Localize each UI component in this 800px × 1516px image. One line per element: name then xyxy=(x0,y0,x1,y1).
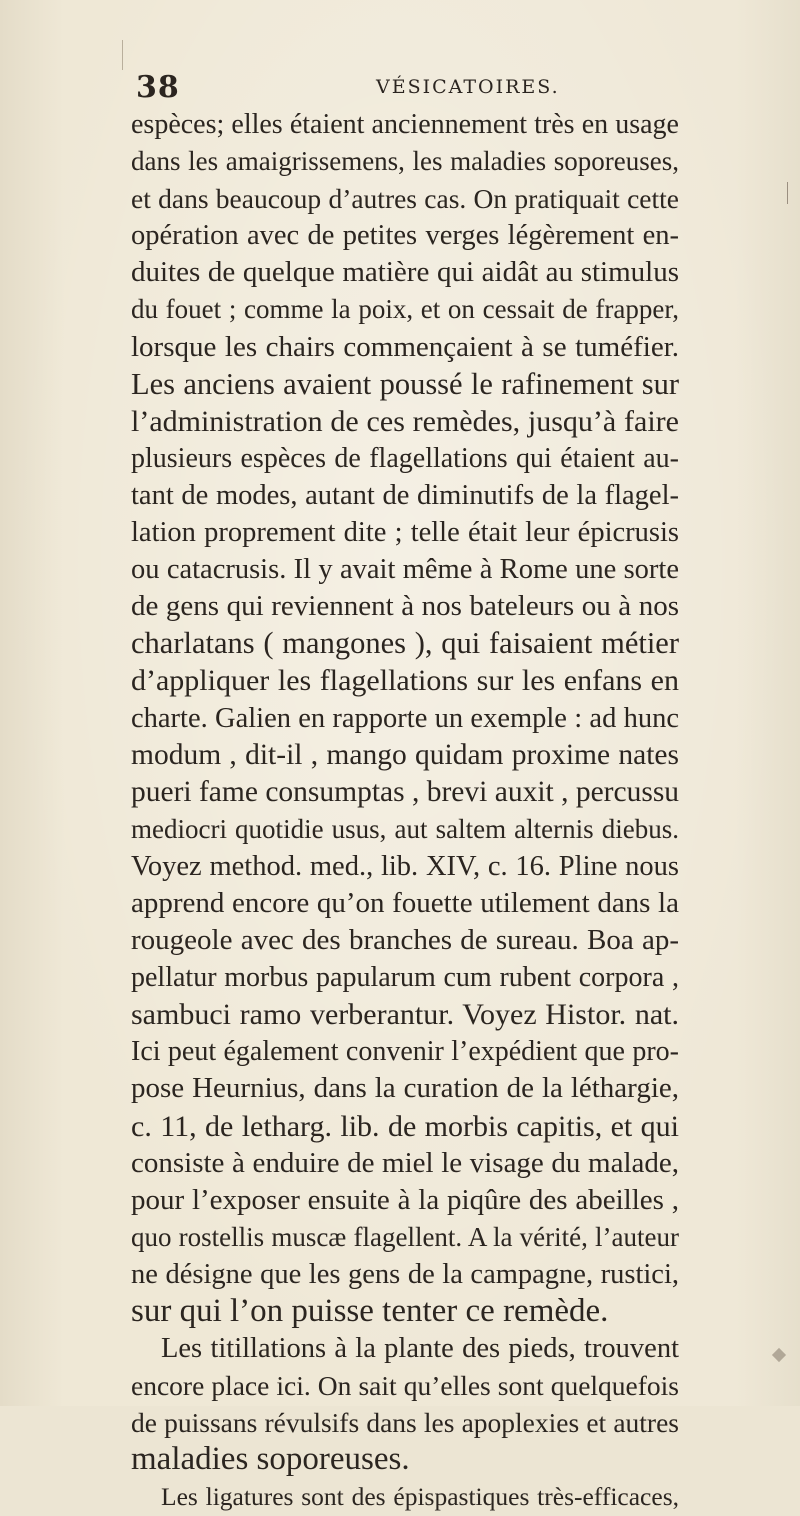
text-line: c. 11, de letharg. lib. de morbis capitis, et qui xyxy=(131,1109,679,1143)
text-line: d’appliquer les flagellations sur les enfans en xyxy=(131,664,679,698)
text-line: modum , dit-il , mango quidam proxime nates xyxy=(131,738,679,771)
text-line: mediocri quotidie usus, aut saltem alternis diebus. xyxy=(131,813,679,844)
page-header xyxy=(136,70,676,104)
margin-mark xyxy=(787,182,788,204)
text-line: encore place ici. On sait qu’elles sont quelquefois xyxy=(131,1370,679,1402)
ink-blot xyxy=(772,1348,786,1362)
text-line: tant de modes, autant de diminutifs de la flagel- xyxy=(131,479,679,511)
text-line: pose Heurnius, dans la curation de la léthargie, xyxy=(131,1072,679,1105)
text-line: pellatur morbus papularum cum rubent corpora , xyxy=(131,962,679,994)
page-edge-mark xyxy=(122,40,123,70)
text-line: ou catacrusis. Il y avait même à Rome une sorte xyxy=(131,554,679,586)
text-line: lation proprement dite ; telle était leur épicrusis xyxy=(131,517,679,549)
page-number: 38 xyxy=(136,70,180,105)
text-line: charte. Galien en rapporte un exemple : ad hunc xyxy=(131,702,679,734)
text-line: espèces; elles étaient anciennement très en usage xyxy=(131,109,679,140)
text-line: lorsque les chairs commençaient à se tuméfier. xyxy=(131,330,679,363)
text-line: ne désigne que les gens de la campagne, rustici, xyxy=(131,1258,679,1290)
text-line: opération avec de petites verges légèrement en- xyxy=(131,220,679,252)
text-line: de puissans révulsifs dans les apoplexies et autres xyxy=(131,1407,679,1439)
body-text xyxy=(131,106,679,1516)
text-line: du fouet ; comme la poix, et on cessait de frapper, xyxy=(131,294,679,325)
text-line: Les titillations à la plante des pieds, trouvent xyxy=(161,1333,679,1365)
text-line: Les anciens avaient poussé le rafinement sur xyxy=(131,366,679,401)
text-line: apprend encore qu’on fouette utilement dans la xyxy=(131,886,679,919)
text-line: et dans beaucoup d’autres cas. On pratiquait cette xyxy=(131,183,679,215)
text-line: maladies soporeuses. xyxy=(131,1441,410,1478)
text-line: rougeole avec des branches de sureau. Boa ap- xyxy=(131,924,679,957)
text-line: Voyez method. med., lib. XIV, c. 16. Pline nous xyxy=(131,850,679,882)
text-line: quo rostellis muscæ flagellent. A la vérité, l’auteur xyxy=(131,1221,679,1252)
text-line: pour l’exposer ensuite à la piqûre des abeilles , xyxy=(131,1183,679,1216)
text-line: Ici peut également convenir l’expédient que pro- xyxy=(131,1036,679,1068)
text-line: pueri fame consumptas , brevi auxit , percussu xyxy=(131,775,680,808)
text-line: sambuci ramo verberantur. Voyez Histor. nat. xyxy=(131,998,679,1032)
running-head: VÉSICATOIRES. xyxy=(376,76,560,98)
text-line: plusieurs espèces de flagellations qui étaient au- xyxy=(131,442,679,474)
text-line: l’administration de ces remèdes, jusqu’à faire xyxy=(131,404,679,438)
text-line: consiste à enduire de miel le visage du malade, xyxy=(131,1146,679,1179)
text-line: dans les amaigrissemens, les maladies soporeuses, xyxy=(131,146,679,177)
text-line: duites de quelque matière qui aidât au stimulus xyxy=(131,256,679,289)
text-line: Les ligatures sont des épispastiques très-efficaces, xyxy=(161,1482,679,1512)
text-line: charlatans ( mangones ), qui faisaient métier xyxy=(131,626,679,661)
text-line: sur qui l’on puisse tenter ce remède. xyxy=(131,1293,609,1329)
text-line: de gens qui reviennent à nos bateleurs ou à nos xyxy=(131,590,679,623)
